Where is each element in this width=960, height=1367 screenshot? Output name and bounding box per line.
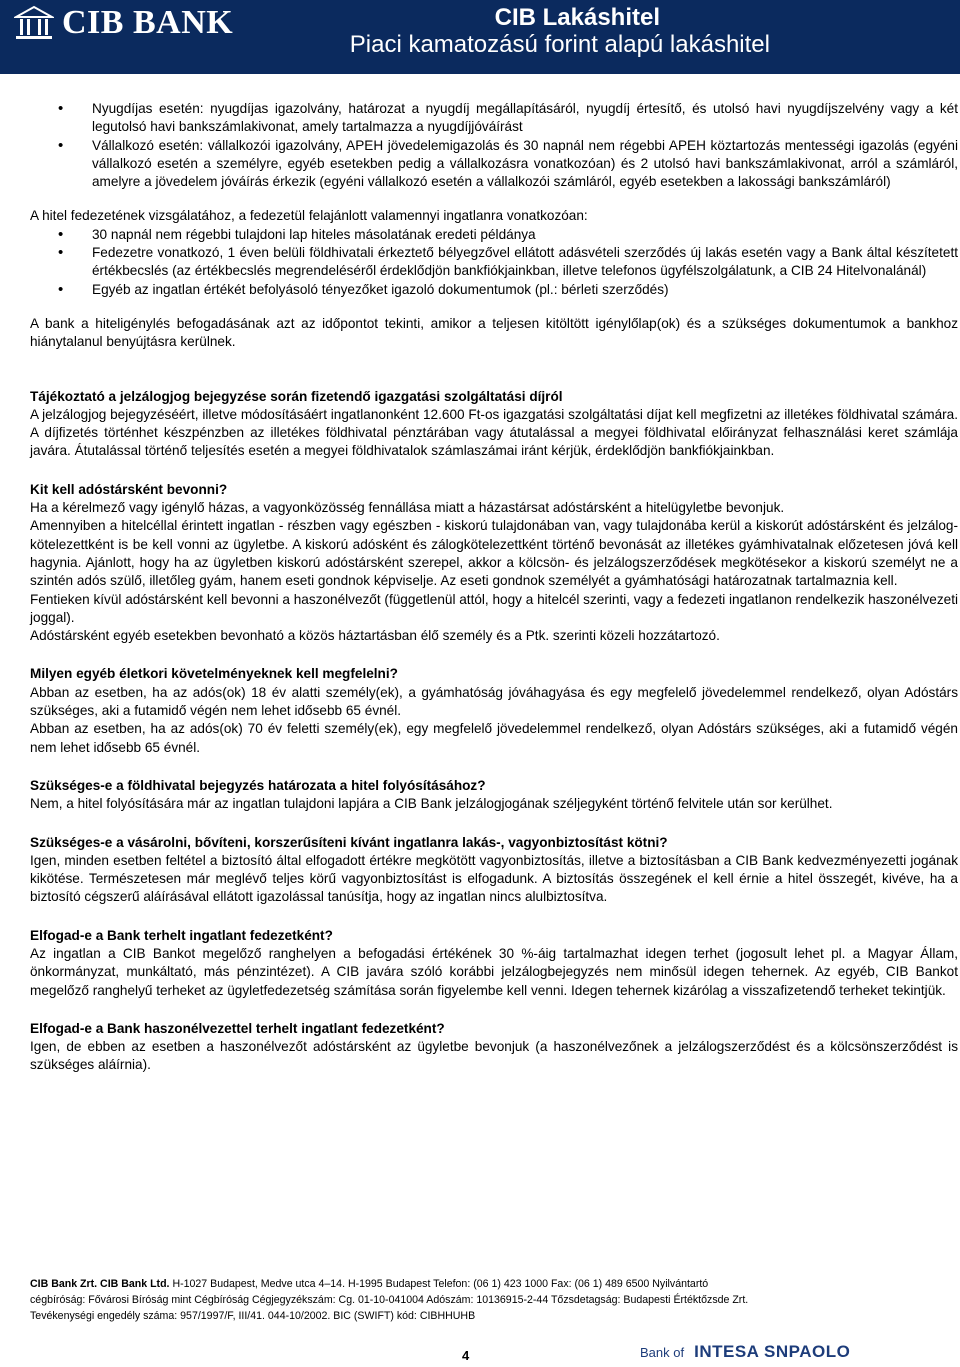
documents-list [30, 100, 958, 191]
document-body [30, 100, 958, 1075]
page-title: CIB Lakáshitel [494, 4, 660, 31]
list-item: • Nyugdíjas esetén: nyugdíjas igazolvány, határozat a nyugdíj megállapításáról, nyugdíj értesítő, és utolsó havi nyugdíjszelvény vagy a két legutolsó havi bankszámlakivonat, amely tartalmazza a nyugdíjjóváírást [30, 100, 958, 137]
bank-of-label: Bank of [640, 1344, 685, 1360]
page-header [0, 0, 960, 74]
section-heading: Szükséges-e a földhivatal bejegyzés határozata a hitel folyósításához? [30, 777, 486, 793]
footer-line-2: cégbíróság: Fővárosi Bíróság mint Cégbíróság Cégjegyzékszám: Cg. 01-10-041004 Adószám: 10136915-2-44 Tőzsdetagság: Budapesti Értéktőzsde Zrt. [30, 1294, 749, 1306]
paragraph: Amennyiben a hitelcéllal érintett ingatlan - részben vagy egészben - kiskorú tulajdonában van, vagy tulajdonába kerül a kiskorút adóstársként és jelzálog-kötelezettként is be kell vonni az ügyletbe. A kiskorú adósként és zálogkötelezettként történő bevonását az illetékes gyámhivatalnak előzetesen jóvá kell hagynia. Ajánlott, hogy ha az ügyletben kiskorú adóstársként szerepel, akkor a kölcsön- és jelzálogszerződések megkötésekor a kiskorú személyt ne a szintén adós szülő, illetőleg gyám, hanem eseti gondnok képviselje. Az eseti gondnok személyét a gyámhatósági határozatnak tartalmaznia kell. [30, 518, 958, 589]
bank-building-icon [14, 5, 54, 41]
page-number: 4 [462, 1348, 470, 1363]
collateral-list [30, 226, 958, 299]
paragraph: Igen, minden esetben feltétel a biztosító által elfogadott értékre megkötött vagyonbiztosítás, illetve a biztosításban a CIB Bank kedvezményezetti jogának kikötése. Természetesen már meglévő teljes körű vagyonbiztosítást is elfogadunk. A biztosítás összegének el kell érnie a hitel összegét, kivéve, ha a biztosító cégszerű aláírásával ellátott igazolással tanúsítja, hogy az ingatlan nincs alulbiztosítva. [30, 852, 958, 905]
logo-text: CIB BANK [62, 4, 234, 41]
paragraph: Abban az esetben, ha az adós(ok) 18 év alatti személy(ek), a gyámhatóság jóváhagyása és egy megfelelő jövedelemmel rendelkező, olyan Adóstárs szükséges, aki a futamidő végén nem lehet idősebb 65 évnél. [30, 684, 958, 719]
page-footer [30, 1276, 930, 1324]
list-item: • Vállalkozó esetén: vállalkozói igazolvány, APEH jövedelemigazolás és 30 napnál nem régebbi APEH köztartozás mentességi igazolás (egyéni vállalkozó esetén a személyre, egyéb esetekben pedig a vállalkozásra vonatkozóan) és 2 utolsó havi bankszámlakivonat, arról a számláról, amelyre a jövedelem jóváírás érkezik (egyéni vállalkozó esetén a vállalkozói számláról, egyéb esetekben a lakossági bankszámláról) [30, 137, 958, 192]
paragraph: Az ingatlan a CIB Bankot megelőző ranghelyen a befogadási értékének 30 %-áig tartalmazhat idegen terhet (jogosult lehet pl. a Magyar Állam, önkormányzat, munkáltató, más pénzintézet). A CIB javára szóló korábbi jelzálogbejegyzés nem minősül idegen tehernek. Az egyéb, CIB Bankot megelőző ranghelyű terheket az ügyletfedezetség számítása során figyelembe kell venni. Idegen tehernek kizárólag a visszafizetendő terheket tekintjük. [30, 945, 958, 998]
list-item: • 30 napnál nem régebbi tulajdoni lap hiteles másolatának eredeti példánya [30, 226, 958, 244]
paragraph: Abban az esetben, ha az adós(ok) 70 év feletti személy(ek), egy megfelelő jövedelemmel rendelkező, olyan Adóstárs szükséges, aki a futamidő végén nem lehet idősebb 65 évnél. [30, 721, 958, 755]
footer-company: CIB Bank Zrt. CIB Bank Ltd. [30, 1278, 170, 1290]
paragraph: Nem, a hitel folyósítására már az ingatlan tulajdoni lapjára a CIB Bank jelzálogjogának széljegyként történő felvitele után sor kerülhet. [30, 796, 833, 812]
footer-address: H-1027 Budapest, Medve utca 4–14. H-1995 Budapest Telefon: (06 1) 423 1000 Fax: (06 1) 489 6500 Nyilvántartó [172, 1278, 709, 1290]
paragraph: Adóstársként egyéb esetekben bevonható a közös háztartásban élő személy és a Ptk. szerinti közeli hozzátartozó. [30, 628, 720, 644]
section-heading: Szükséges-e a vásárolni, bővíteni, korszerűsíteni kívánt ingatlanra lakás-, vagyonbiztosítást kötni? [30, 834, 668, 850]
collateral-intro: A hitel fedezetének vizsgálatához, a fedezetül felajánlott valamennyi ingatlanra vonatkozóan: [30, 208, 588, 224]
intesa-sanpaolo-logo [640, 1342, 850, 1362]
footer-line-1 [30, 1276, 930, 1292]
list-item: • Egyéb az ingatlan értékét befolyásoló tényezőket igazoló dokumentumok (pl.: bérleti szerződés) [30, 281, 958, 299]
page-subtitle: Piaci kamatozású forint alapú lakáshitel [349, 31, 770, 58]
paragraph: Fentieken kívül adóstársként kell bevonni a haszonélvezőt (függetlenül attól, hogy a hitelcél szerinti, vagy a fedezeti ingatlanon rendelkezik haszonélvezeti joggal). [30, 591, 958, 625]
acceptance-paragraph: A bank a hiteligénylés befogadásának azt az időpontot tekinti, amikor a teljesen kitöltött igénylőlap(ok) és a szükséges dokumentumok a bankhoz hiánytalanul benyújtásra kerülnek. [30, 315, 958, 350]
paragraph: Ha a kérelmező vagy igénylő házas, a vagyonközösség fennállása miatt a házastársat adóstársként a hitelügyletbe bevonjuk. [30, 500, 785, 516]
section-heading: Kit kell adóstársként bevonni? [30, 481, 228, 497]
paragraph: Igen, de ebben az esetben a haszonélvezőt adóstársként az ügyletbe bevonjuk (a haszonélvezőnek a jelzálogszerződést és a kölcsönszerződést is szükséges aláírnia). [30, 1039, 958, 1073]
section-heading: Elfogad-e a Bank haszonélvezettel terhelt ingatlant fedezetként? [30, 1020, 445, 1036]
cib-logo [14, 4, 233, 42]
footer-line-3: Tevékenységi engedély száma: 957/1997/F, III/41. 044-10/2002. BIC (SWIFT) kód: CIBHHUHB [30, 1310, 476, 1322]
paragraph: A jelzálogjog bejegyzéséért, illetve módosításáért ingatlanonként 12.600 Ft-os igazgatási szolgáltatási díjat kell megfizetni az illetékes földhivatal számára. A díjfizetés történhet készpénzben az illetékes földhivatal pénztárában vagy átutalással a megyei földhivatal előirányzat felhasználási keret számlája javára. Átutalással történő teljesítés esetén a megyei földhivatalok számlaszámai iránt kérjük, érdeklődjön bankfiókjainkban. [30, 406, 958, 459]
section-heading: Milyen egyéb életkori követelményeknek kell megfelelni? [30, 666, 398, 682]
section-heading: Elfogad-e a Bank terhelt ingatlant fedezetként? [30, 927, 333, 943]
list-item: • Fedezetre vonatkozó, 1 éven belüli földhivatali érkeztető bélyegzővel ellátott adásvételi szerződés új lakás esetén vagy a Bank által készítetett értékbecslés (az értékbecslés megrendeléséről érdeklődjön bankfiókjainkban, illetve telefonos ügyfélszolgálatunk, a CIB 24 Hitelvonalánál) [30, 244, 958, 281]
intesa-brand: INTESA SNPAOLO [694, 1342, 851, 1361]
section-heading: Tájékoztató a jelzálogjog bejegyzése során fizetendő igazgatási szolgáltatási díjról [30, 388, 563, 404]
